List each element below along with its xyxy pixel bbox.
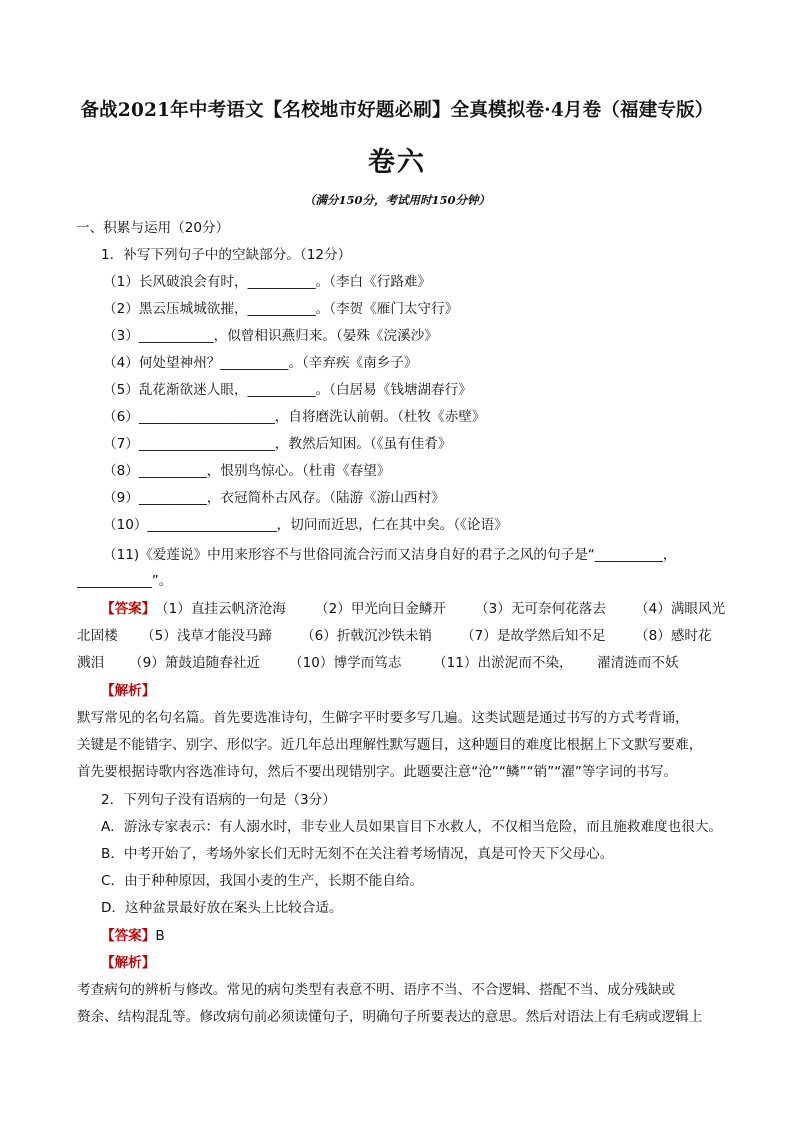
analysis-text: 考查病句的辨析与修改。常见的病句类型有表意不明、语序不当、不合逻辑、搭配不当、成分残缺或: [77, 982, 676, 998]
answer-label: 【答案】: [101, 601, 156, 617]
answer-item: （2）甲光向日金鳞开: [315, 601, 446, 617]
answer-item: 溅泪: [77, 655, 105, 671]
analysis-text: 赘余、结构混乱等。修改病句前必须读懂句子，明确句子所要表达的意思。然后对语法上有毛病或逻辑上: [77, 1009, 703, 1025]
answer-item: （8）感时花: [635, 628, 712, 644]
score-note: （满分150分，考试用时150分钟）: [303, 193, 490, 207]
fill-item: （3）___________，似曾相识燕归来。（晏殊《浣溪沙》: [103, 328, 438, 344]
answer-item: （7）是故学然后知不足: [461, 628, 606, 644]
analysis-text: 关键是不能错字、别字、形似字。近几年总出理解性默写题目，这种题目的难度比根据上下文默写要难，: [77, 737, 703, 753]
fill-item: （8）__________，恨别鸟惊心。（杜甫《春望》: [103, 463, 391, 479]
answer-item: 北固楼: [77, 628, 118, 644]
question-2-stem: 2．下列句子没有语病的一句是（3分）: [101, 792, 336, 808]
fill-item: （2）黑云压城城欲摧，__________。（李贺《雁门太守行》: [103, 301, 459, 317]
answer-row: [77, 627, 721, 645]
fill-item: （1）长风破浪会有时，__________。（李白《行路难》: [103, 274, 432, 290]
paper-number: 卷六: [368, 147, 426, 178]
answer-item: （10）博学而笃志: [289, 655, 402, 671]
fill-item: （11)《爱莲说》中用来形容不与世俗同流合污而又洁身自好的君子之风的句子是“__________，: [103, 547, 677, 563]
fill-item-continued: ___________”。: [77, 573, 173, 589]
answer-item: （3）无可奈何花落去: [475, 601, 606, 617]
option-d: D．这种盆景最好放在案头上比较合适。: [101, 900, 343, 916]
analysis-text: 首先要根据诗歌内容选准诗句，然后不要出现错别字。此题要注意“沧”“鳞”“销”“濯”等字词的书写。: [77, 764, 678, 780]
answer-label: 【答案】: [101, 928, 156, 944]
fill-item: （7）____________________，教然后知困。（《虽有佳肴》: [103, 436, 452, 452]
analysis-label: 【解析】: [101, 955, 156, 971]
option-a: A．游泳专家表示：有人溺水时，非专业人员如果盲目下水救人，不仅相当危险，而且施救难度也很大。: [101, 819, 723, 835]
answer-item: 濯清涟而不妖: [597, 655, 679, 671]
fill-item: （5）乱花渐欲迷人眼，__________。（白居易《钱塘湖春行》: [103, 382, 472, 398]
option-b: B．中考开始了，考场外家长们无时无刻不在关注着考场情况，真是可怜天下父母心。: [101, 846, 614, 862]
answer-item: （9）箫鼓追随春社近: [129, 655, 260, 671]
fill-item: （4）何处望神州？__________。（辛弃疾《南乡子》: [103, 355, 418, 371]
option-c: C．由于种种原因，我国小麦的生产，长期不能自给。: [101, 873, 424, 889]
answer-row: [77, 654, 721, 672]
answer-row: [77, 600, 726, 618]
question-1-stem: 1．补写下列句子中的空缺部分。（12分）: [101, 247, 352, 263]
analysis-label: 【解析】: [101, 683, 156, 699]
exam-title: 备战2021年中考语文【名校地市好题必刷】全真模拟卷·4月卷（福建专版）: [80, 100, 714, 121]
answer-item: （4）满眼风光: [635, 601, 726, 617]
answer-item: （11）出淤泥而不染，: [433, 655, 573, 671]
answer-line: [101, 927, 165, 945]
answer-item: （5）浅草才能没马蹄: [141, 628, 272, 644]
answer-item: （1）直挂云帆济沧海: [155, 601, 286, 617]
section-heading: 一、积累与运用（20分）: [76, 220, 230, 236]
fill-item: （10）___________________，切问而近思，仁在其中矣。（《论语》: [103, 517, 508, 533]
answer-value: B: [155, 928, 165, 944]
answer-item: （6）折戟沉沙铁未销: [301, 628, 432, 644]
fill-item: （6）____________________，自将磨洗认前朝。（杜牧《赤壁》: [103, 409, 486, 425]
fill-item: （9）__________，衣冠简朴古风存。（陆游《游山西村》: [103, 490, 445, 506]
analysis-text: 默写常见的名句名篇。首先要选准诗句，生僻字平时要多写几遍。这类试题是通过书写的方式考背诵，: [77, 710, 689, 726]
